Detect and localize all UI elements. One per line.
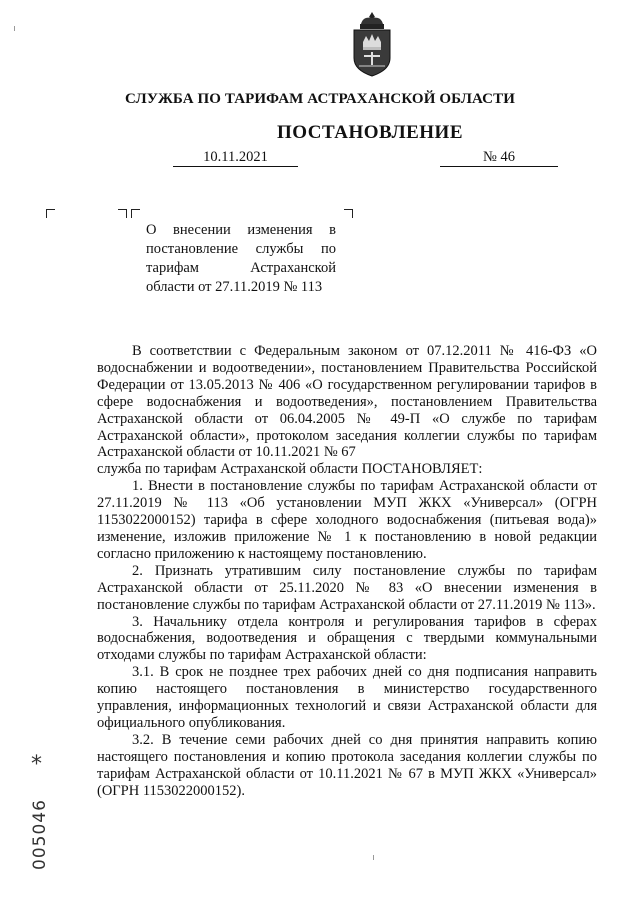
document-type: ПОСТАНОВЛЕНИЕ xyxy=(276,122,464,143)
document-date: 10.11.2021 xyxy=(173,148,298,167)
corner-bracket xyxy=(118,209,127,218)
resolves-paragraph: служба по тарифам Астраханской области ПОСТАНОВЛЯЕТ: xyxy=(97,461,483,478)
agency-name: СЛУЖБА ПО ТАРИФАМ АСТРАХАНСКОЙ ОБЛАСТИ xyxy=(125,91,515,107)
registration-star: * xyxy=(31,752,42,777)
registration-number: 005046 xyxy=(30,799,50,870)
scan-speck xyxy=(14,26,15,31)
item-3-paragraph: 3. Начальнику отдела контроля и регулирования тарифов в сферах водоснабжения, водоотведения и обращения с твердыми коммунальными отходами службы по тарифам Астраханской области: xyxy=(97,613,597,664)
preamble-paragraph: В соответствии с Федеральным законом от 07.12.2011 № 416-ФЗ «О водоснабжении и водоотведении», постановлением Правительства Российской Федерации от 13.05.2013 № 406 «О государственном регулировании тарифов в сфере водоснабжения и водоотведения», постановлением Правительства Астраханской области от 06.04.2005 № 49-П «О службе по тарифам Астраханской области», протоколом заседания коллегии службы по тарифам Астраханской области от 10.11.2021 № 67 xyxy=(97,343,597,461)
item-1-paragraph: 1. Внести в постановление службы по тарифам Астраханской области от 27.11.2019 № 113 «Об установлении МУП ЖКХ «Универсал» (ОГРН 1153022000152) тарифа в сфере холодного водоснабжения (питьевая вода)» изменение, изложив приложение № 1 к постановлению в новой редакции согласно приложению к настоящему постановлению. xyxy=(97,478,597,562)
item-3-2-paragraph: 3.2. В течение семи рабочих дней со дня принятия направить копию настоящего постановления и копию протокола заседания коллегии службы по тарифам Астраханской области от 10.11.2021 № 67 в МУП ЖКХ «Универсал» (ОГРН 1153022000152). xyxy=(97,731,597,799)
corner-bracket xyxy=(344,209,353,218)
document-body xyxy=(97,343,597,799)
corner-bracket xyxy=(131,209,140,218)
item-2-paragraph: 2. Признать утратившим силу постановление службы по тарифам Астраханской области от 25.11.2020 № 83 «О внесении изменения в постановление службы по тарифам Астраханской области от 27.11.2019 № 113». xyxy=(97,562,597,613)
document-number: № 46 xyxy=(440,148,558,167)
item-3-1-paragraph: 3.1. В срок не позднее трех рабочих дней со дня подписания направить копию настоящего постановления в министерство государственного управления, информационных технологий и связи Астраханской области для официального опубликования. xyxy=(97,664,597,731)
scan-speck xyxy=(373,855,374,860)
document-subject: О внесении изменения в постановление службы по тарифам Астраханской области от 27.11.2019 № 113 xyxy=(146,222,336,295)
corner-bracket xyxy=(46,209,55,218)
coat-of-arms-icon xyxy=(349,10,395,78)
